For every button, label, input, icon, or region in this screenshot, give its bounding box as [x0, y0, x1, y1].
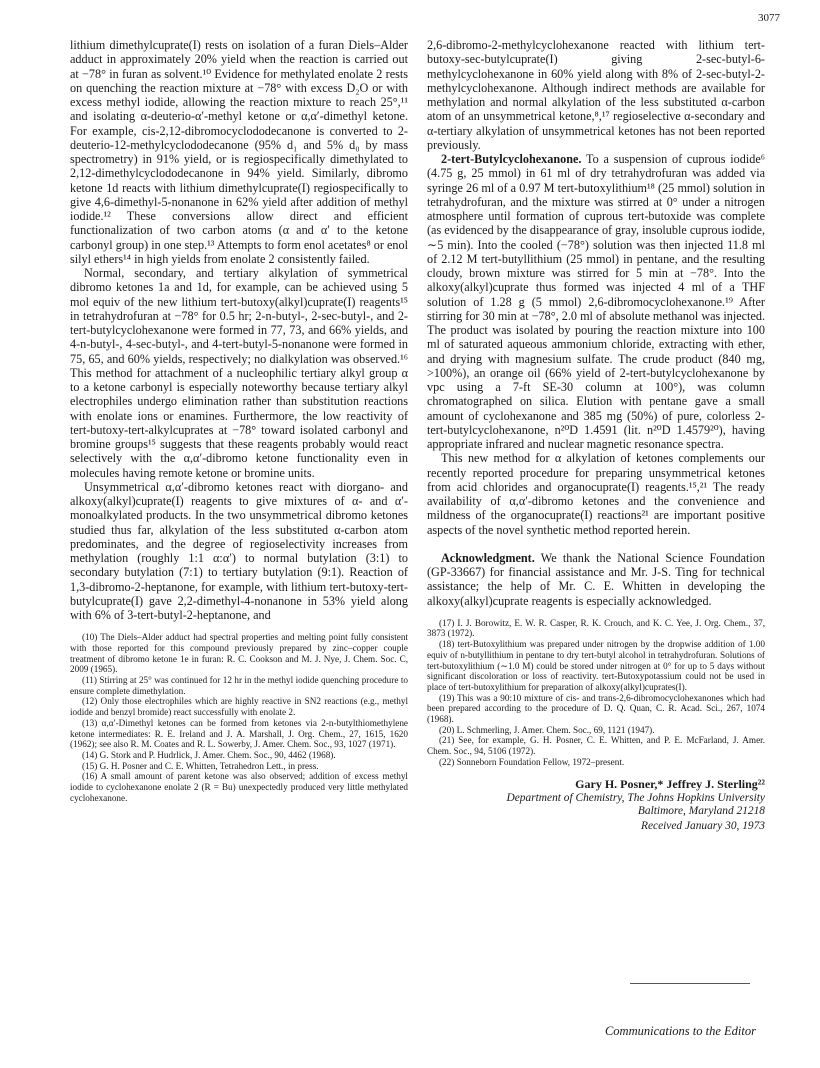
footnote: (12) Only those electrophiles which are highly reactive in SN2 reactions (e.g., methyl iodide and benzyl bromide) react successfully with enolate 2.: [70, 696, 408, 718]
body-paragraph: Normal, secondary, and tertiary alkylation of symmetrical dibromo ketones 1a and 1d, for example, can be achieved using 5 mol equiv of the new lithium tert-butoxy(alkyl)cuprate(I) reagents¹⁵ in tetrahydrofuran at −78° for 0.5 hr; 2-n-butyl-, 2-sec-butyl-, and 2-tert-butylcyclohexanone were formed in 77, 73, and 66% yields, and 4-n-butyl-, 4-sec-butyl-, and 4-tert-butyl-5-nonanone were formed in 75, 65, and 60% yields, respectively; no dialkylation was observed.¹⁶ This method for attachment of a nucleophilic tertiary alkyl group α to a ketone carbonyl is especially noteworthy because tertiary alkyl electrophiles undergo elimination rather than substitution reactions with enolate ions or enamines. Furthermore, the low reactivity of tert-butoxy-tert-alkylcuprates at −78° toward isolated carbonyl and bromine groups¹⁵ suggests that these reagents probably would react selectively with the α,α′-dibromo ketone functionality even in molecules having remote ketone or bromine units.: [70, 266, 408, 480]
experimental-heading: 2-tert-Butylcyclohexanone.: [441, 152, 582, 166]
footnote: (10) The Diels–Alder adduct had spectral properties and melting point fully consistent with those reported for this compound previously prepared by zinc–copper couple treatment of dibromo ketone 1e in furan: R. C. Cookson and M. J. Nye, J. Chem. Soc. C, 2009 (1965).: [70, 632, 408, 675]
footnotes-right: [427, 618, 765, 768]
footnotes-left: [70, 632, 408, 803]
footnote: (15) G. H. Posner and C. E. Whitten, Tetrahedron Lett., in press.: [82, 760, 319, 771]
experimental-paragraph: [427, 152, 765, 451]
page-number: 3077: [758, 12, 780, 24]
acknowledgment-paragraph: [427, 551, 765, 608]
affiliation-city: Baltimore, Maryland 21218: [637, 805, 765, 818]
acknowledgment-heading: Acknowledgment.: [441, 550, 535, 565]
received-date: Received January 30, 1973: [641, 819, 765, 832]
bottom-rule: [630, 983, 750, 984]
body-paragraph: lithium dimethylcuprate(I) rests on isolation of a furan Diels–Alder adduct in approximately 20% yield when the reaction is carried out at −78° in furan as solvent.¹⁰ Evidence for methylated enolate 2 rests on quenching the reaction mixture at −78° with excess D₂O or with excess methyl iodide, allowing the reaction mixture to reach 25°,¹¹ and isolating α-deuterio-α′-methyl ketone or α,α′-dimethyl ketone. For example, cis-2,12-dibromocyclododecanone is converted to 2-deuterio-12-methylcyclododecanone (95% d₁ and 5% d₀ by mass spectrometry) in 91% yield, or is regiospecifically dimethylated to 2,12-dimethylcyclododecanone in 94% yield. Similarly, dibromo ketone 1d reacts with lithium dimethylcuprate(I) regiospecifically to give 4,6-dimethyl-5-nonanone in 62% yield after addition of methyl iodide.¹² These conversions allow direct and efficient functionalization of two carbon atoms (α and α′ to the ketone carbonyl group) in one step.¹³ Attempts to form enol acetates⁸ or enol silyl ethers¹⁴ in high yields from enolate 2 consistently failed.: [70, 38, 408, 266]
footnote: (21) See, for example, G. H. Posner, C. E. Whitten, and P. E. McFarland, J. Amer. Chem. Soc., 94, 5106 (1972).: [427, 735, 765, 757]
footnote: (11) Stirring at 25° was continued for 12 hr in the methyl iodide quenching procedure to ensure complete dimethylation.: [70, 675, 408, 696]
footnote: (22) Sonneborn Foundation Fellow, 1972–present.: [439, 756, 625, 767]
body-paragraph: 2,6-dibromo-2-methylcyclohexanone reacted with lithium tert-butoxy-sec-butylcuprate(I) giving 2-sec-butyl-6-methylcyclohexanone in 60% yield along with 8% of 2-sec-butyl-2-methylcyclohexanone. Although indirect methods are available for methylation and normal alkylation of the less substituted α-carbon atom of an unsymmetrical ketone,⁸,¹⁷ regioselective α-secondary and α-tertiary alkylation of unsymmetrical ketones has not been reported previously.: [427, 38, 765, 152]
left-column: [70, 38, 408, 804]
acknowledgment-text: We thank the National Science Foundation (GP-33667) for financial assistance and Mr. J-S. Ting for technical assistance; the help of Mr. C. E. Whitten in developing the alkoxy(alkyl)cuprate reagents is especially acknowledged.: [427, 550, 766, 608]
footnote: (13) α,α′-Dimethyl ketones can be formed from ketones via 2-n-butylthiomethylene ketone intermediates: R. E. Ireland and J. A. Marshall, J. Org. Chem., 27, 1615, 1620 (1962); see also R. M. Coates and R. L. Sowerby, J. Amer. Chem. Soc., 93, 1027 (1971).: [70, 717, 408, 750]
body-paragraph: This new method for α alkylation of ketones complements our recently reported procedure for preparing unsymmetrical ketones from acid chlorides and organocuprate(I) reagents.¹⁵,²¹ The ready availability of α,α′-dibromo ketones and the convenience and mildness of the organocuprate(I) reactions²¹ are important positive aspects of the novel synthetic method reported herein.: [427, 451, 765, 537]
affiliation: Department of Chemistry, The Johns Hopkins University: [506, 791, 765, 804]
authors: Gary H. Posner,* Jeffrey J. Sterling²²: [575, 776, 765, 791]
section-label: Communications to the Editor: [604, 1024, 756, 1038]
footnote: (18) tert-Butoxylithium was prepared under nitrogen by the dropwise addition of 1.00 equiv of n-butyllithium in pentane to dry tert-butyl alcohol in tetrahydrofuran. Solutions of tert-butoxylithium (∼1.0 M) could be stored under nitrogen at 0° for up to 5 days without significant discoloration or loss of reactivity. tert-Butoxypotassium could not be used in place of tert-butoxylithium for preparation of alkoxy(alkyl)cuprates(I).: [427, 639, 765, 692]
footnote: (14) G. Stork and P. Hudrlick, J. Amer. Chem. Soc., 90, 4462 (1968).: [82, 749, 336, 760]
footnote: (20) L. Schmerling, J. Amer. Chem. Soc., 69, 1121 (1947).: [439, 724, 655, 735]
right-column: [427, 38, 765, 832]
footnote: (19) This was a 90:10 mixture of cis- and trans-2,6-dibromocyclohexanones which had been prepared according to the procedure of D. Q. Quan, C. R. Acad. Sci., 267, 1074 (1968).: [427, 692, 765, 725]
footnote: (16) A small amount of parent ketone was also observed; addition of excess methyl iodide to cyclohexanone enolate 2 (R = Bu) unexpectedly produced very little methylated cyclohexanone.: [70, 771, 408, 803]
experimental-text: To a suspension of cuprous iodide⁶ (4.75 g, 25 mmol) in 61 ml of dry tetrahydrofuran was added via syringe 26 ml of a 0.97 M tert-butoxylithium¹⁸ (25 mmol) solution in tetrahydrofuran, and the mixture was stirred at 0° under a nitrogen atmosphere until formation of cuprous tert-butoxide was complete (as evidenced by the disappearance of gray, insoluble cuprous iodide, ∼5 min). Into the cooled (−78°) solution was then injected 11.8 ml of 2.12 M tert-butyllithium (25 mmol) in pentane, and the resulting cloudy, brown mixture was stirred for 5 min at −78°. Into the alkoxy(alkyl)cuprate thus formed was injected 4 ml of a THF solution of 1.28 g (5 mmol) 2,6-dibromocyclohexanone.¹⁹ After stirring for 30 min at −78°, 2.0 ml of absolute methanol was injected. The product was isolated by pouring the reaction mixture into 100 ml of saturated aqueous ammonium chloride, extracting with ether, and drying with magnesium sulfate. The crude product (840 mg, >100%), an orange oil (66% yield of 2-tert-butylcyclohexanone by vpc using a 7-ft SE-30 column at 100°), was column chromatographed on silica. Elution with pentane gave a small amount of cyclohexanone and 385 mg (50%) of pure, colorless 2-tert-butylcyclohexanone, n²⁰D 1.4591 (lit. n²⁰D 1.4579²⁰), having appropriate infrared and nuclear magnetic resonance spectra.: [427, 152, 766, 451]
footnote: (17) I. J. Borowitz, E. W. R. Casper, R. K. Crouch, and K. C. Yee, J. Org. Chem., 37, 3873 (1972).: [427, 617, 765, 639]
body-paragraph: Unsymmetrical α,α′-dibromo ketones react with diorgano- and alkoxy(alkyl)cuprate(I) reagents to give mixtures of α- and α′-monoalkylated products. In the two unsymmetrical dibromo ketones studied thus far, alkylation of the less substituted α-carbon atom predominates, and the degree of regioselectivity increases from methylation (roughly 1:1 α:α′) to normal butylation (3:1) to secondary butylation (7:1) to tertiary butylation (9:1). Reaction of 1,3-dibromo-2-heptanone, for example, with lithium tert-butoxy-tert-butylcuprate(I) gave 2,2-dimethyl-4-nonanone in 53% yield along with 6% of 3-tert-butyl-2-heptanone, and: [70, 479, 408, 622]
